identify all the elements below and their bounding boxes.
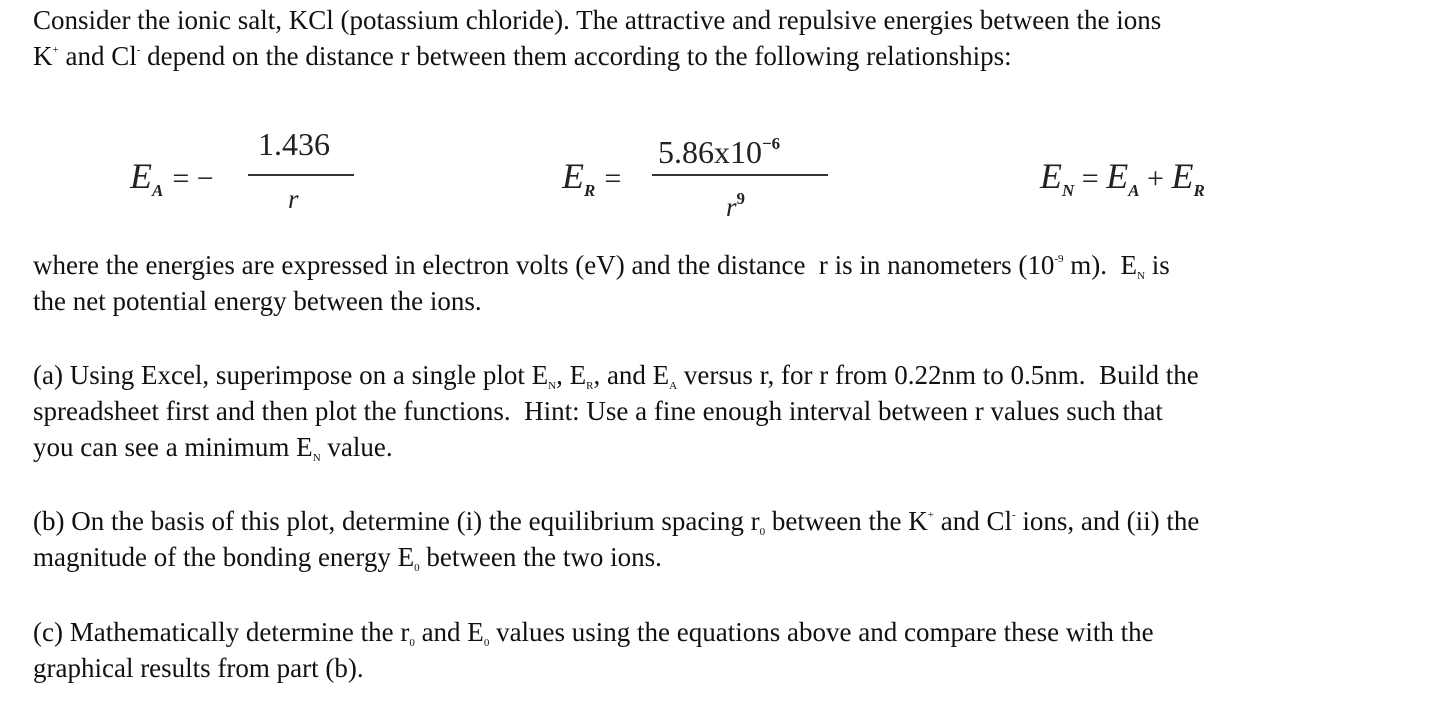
equation-repulsive [558,118,848,228]
er-denominator-base: r [726,192,737,222]
intro-line-2 [33,38,1418,74]
part-a-sub-n: N [548,380,557,392]
ea-lhs [130,156,214,211]
en-symbol: E [1040,156,1062,196]
part-a-line-3-text: you can see a minimum E [33,432,313,462]
part-a-line-3-sub: N [312,452,321,464]
part-c-line-1-text: (c) Mathematically determine the r [33,617,410,647]
er-denominator-exponent: 9 [736,189,746,208]
ea-symbol: E [130,156,152,196]
en-term2: E [1171,156,1194,196]
en-term2-subscript: R [1193,181,1205,200]
part-b-minus: - [1012,509,1016,521]
er-numerator-exponent: −6 [762,134,781,153]
part-b-line-2-end: between the two ions. [419,542,662,572]
part-b-line-1-d: ions, and (ii) the [1015,506,1200,536]
minus-charge: - [136,44,141,56]
equation-net [1040,118,1300,228]
part-a-line-1-d: versus r, for r from 0.22nm to 0.5nm. Build the [677,360,1199,390]
part-b-plus: + [927,509,934,521]
part-a-line-3 [33,429,1418,465]
part-c-line-1-c: values using the equations above and compare these with the [489,617,1154,647]
intro-paragraph [33,2,1418,74]
part-b-line-1 [33,503,1418,539]
ea-equals: = − [172,162,214,195]
potassium-symbol: K [33,41,53,71]
er-denominator [726,184,745,222]
er-subscript: R [584,181,596,200]
units-line-2: the net potential energy between the ions. [33,286,482,316]
equation-attractive [118,118,378,228]
part-a-line-2: spreadsheet first and then plot the functions. Hint: Use a fine enough interval between r values such that [33,396,1163,426]
ea-denominator: r [288,184,299,214]
en-plus: + [1139,162,1172,195]
part-b-paragraph [33,503,1418,575]
intro-line-1: Consider the ionic salt, KCl (potassium chloride). The attractive and repulsive energies between the ions [33,5,1162,35]
ea-fraction-bar [248,174,354,176]
part-a-sub-a: A [669,380,678,392]
part-a-line-1 [33,357,1418,393]
part-a-line-1-b: , E [556,360,587,390]
part-c-line-2: graphical results from part (b). [33,653,364,683]
intro-line-2-rest: depend on the distance r between them according to the following relationships: [140,41,1012,71]
units-paragraph [33,247,1418,319]
units-line-1-end: is [1145,250,1170,280]
er-numerator-base: 5.86x10 [658,134,762,170]
part-b-line-1-text: (b) On the basis of this plot, determine (i) the equilibrium spacing r [33,506,760,536]
part-a-line-1-c: , and E [593,360,670,390]
er-fraction-bar [652,174,828,176]
part-b-line-2-sub: 0 [414,562,420,574]
units-line-1 [33,247,1418,283]
units-exponent: -9 [1054,253,1064,265]
part-a-sub-r: R [586,380,594,392]
en-equals: = [1074,162,1107,195]
part-c-paragraph [33,614,1418,686]
ea-subscript: A [152,181,164,200]
er-numerator [658,126,780,170]
units-line-1-mid: m). E [1063,250,1138,280]
er-symbol: E [562,156,584,196]
er-lhs [562,156,621,211]
part-b-line-1-b: between the K [765,506,928,536]
part-c-sub-r0: 0 [409,637,415,649]
part-a-line-1-text: (a) Using Excel, superimpose on a single plot E [33,360,549,390]
units-line-1-text: where the energies are expressed in electron volts (eV) and the distance r is in nanometers (10 [33,250,1055,280]
plus-charge: + [52,44,59,56]
part-c-line-1 [33,614,1418,650]
part-b-line-1-c: and Cl [934,506,1012,536]
part-c-line-1-b: and E [414,617,484,647]
part-b-sub-0: 0 [759,526,766,538]
er-equals: = [604,162,622,195]
part-c-sub-e0: 0 [483,637,490,649]
en-expression [1040,156,1205,211]
en-term1-subscript: A [1128,181,1140,200]
part-b-line-2 [33,539,1418,575]
units-subscript: N [1137,270,1145,282]
part-a-paragraph [33,357,1418,465]
en-term1: E [1106,156,1129,196]
en-subscript: N [1062,181,1075,200]
part-b-line-2-text: magnitude of the bonding energy E [33,542,415,572]
chlorine-text: and Cl [58,41,137,71]
part-a-line-3-end: value. [320,432,393,462]
ea-numerator: 1.436 [258,126,330,162]
